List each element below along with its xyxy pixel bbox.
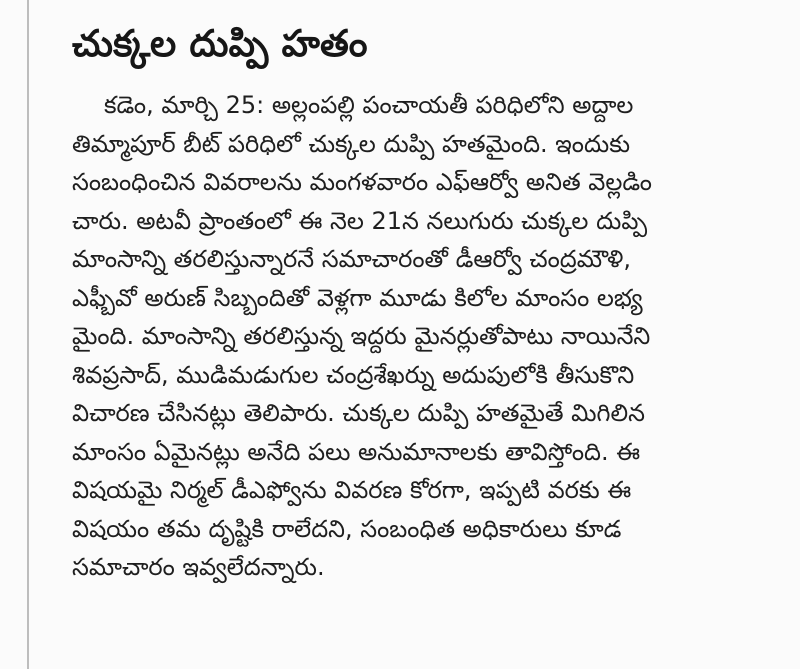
article-line: విషయం తమ దృష్టికి రాలేదని, సంబంధిత అధికారులు కూడ: [72, 514, 622, 543]
article-line: తిమ్మాపూర్ బీట్ పరిధిలో చుక్కల దుప్పి హతమైంది. ఇందుకు: [72, 129, 631, 158]
article-line: మైంది. మాంసాన్ని తరలిస్తున్న ఇద్దరు మైనర్లుతోపాటు నాయినేని: [72, 322, 651, 350]
article-line: చారు. అటవీ ప్రాంతంలో ఈ నెల 21న నలుగురు చుక్కల దుప్పి: [72, 206, 648, 235]
article-headline: చుక్కల దుప్పి హతం: [72, 22, 368, 65]
article-line: మాంసం ఏమైనట్లు అనేది పలు అనుమానాలకు తావిస్తోంది. ఈ: [72, 437, 641, 466]
article-line: మాంసాన్ని తరలిస్తున్నారనే సమాచారంతో డీఆర్వో చంద్రమౌళి,: [72, 245, 631, 273]
article-line: కడెం, మార్చి 25: అల్లంపల్లి పంచాయతీ పరిధిలోని అద్దాల: [104, 91, 634, 119]
article-line: ఎఫ్బీవో అరుణ్ సిబ్బందితో వెళ్లగా మూడు కిలోల మాంసం లభ్య: [72, 283, 643, 312]
article-line: విచారణ చేసినట్లు తెలిపారు. చుక్కల దుప్పి హతమైతే మిగిలిన: [72, 399, 645, 427]
column-divider: [27, 0, 29, 669]
article-line: సమాచారం ఇవ్వలేదన్నారు.: [72, 553, 325, 581]
article-body: [72, 86, 772, 587]
article-line: సంబంధించిన వివరాలను మంగళవారం ఎఫ్ఆర్వో అనిత వెల్లడిం: [72, 168, 652, 196]
article-line: విషయమై నిర్మల్ డీఎఫ్వోను వివరణ కోరగా, ఇప్పటి వరకు ఈ: [72, 476, 632, 504]
article-line: శివప్రసాద్, ముడిమడుగుల చంద్రశేఖర్ను అదుపులోకి తీసుకొని: [72, 360, 635, 389]
